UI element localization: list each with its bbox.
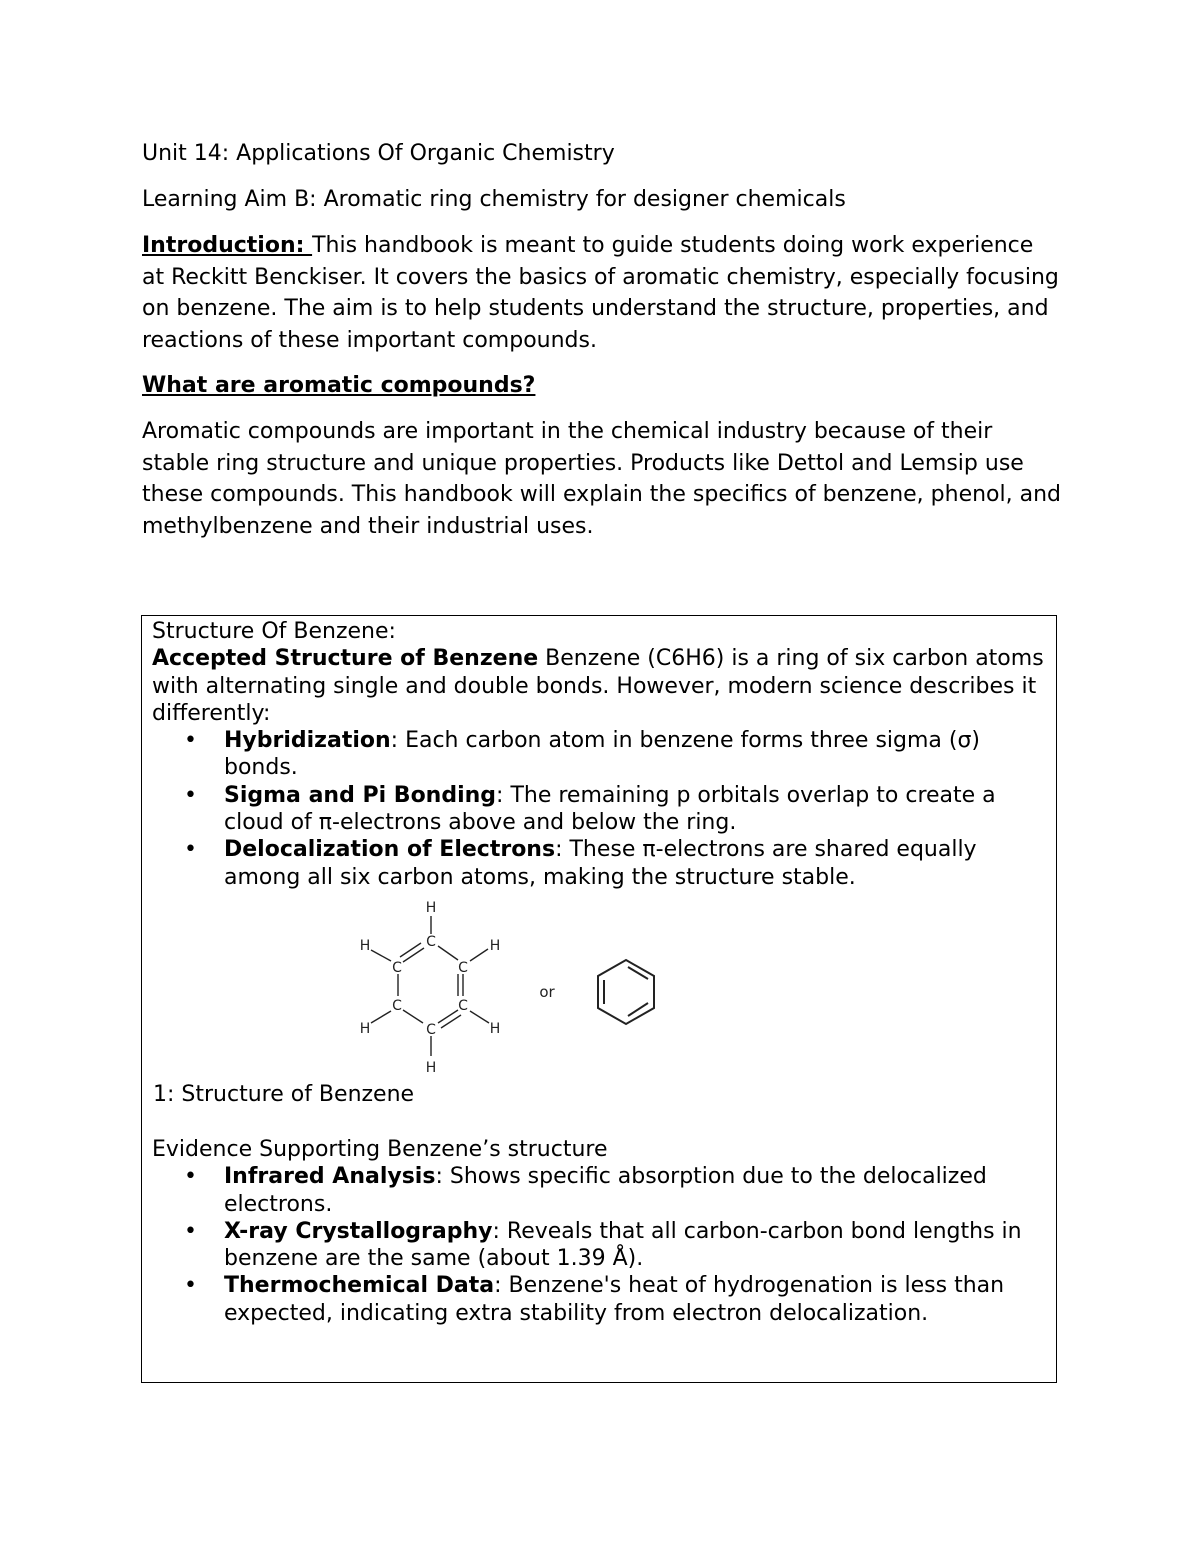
figure-caption: 1: Structure of Benzene bbox=[153, 1082, 415, 1107]
atom-label: C bbox=[426, 1022, 436, 1038]
list-item bbox=[152, 1163, 1044, 1218]
evidence-bullet-list bbox=[152, 1163, 1044, 1327]
bullet-label: Hybridization bbox=[224, 728, 391, 754]
accepted-structure-paragraph bbox=[152, 645, 1044, 727]
introduction-text: This handbook is meant to guide students doing work experience at Reckitt Benckiser. It covers the basics of aromatic chemistry, especially focusing on benzene. The aim is to help students understand the structure, properties, and reactions of these important compounds. bbox=[142, 233, 1059, 353]
evidence-section bbox=[152, 1136, 1044, 1327]
bullet-text: : The remaining p orbitals overlap to create a cloud of π-electrons above and below the ring. bbox=[224, 782, 996, 836]
bullet-text: : Benzene's heat of hydrogenation is less than expected, indicating extra stability from electron delocalization. bbox=[224, 1273, 1005, 1326]
atom-label: H bbox=[489, 938, 501, 954]
bullet-text: : Reveals that all carbon-carbon bond lengths in benzene are the same (about 1.39 Å). bbox=[224, 1218, 1022, 1272]
bullet-label: Thermochemical Data bbox=[224, 1273, 495, 1299]
list-item bbox=[152, 782, 1044, 837]
atom-label: H bbox=[359, 1021, 371, 1037]
structure-bullet-list bbox=[152, 727, 1044, 891]
list-item bbox=[152, 727, 1044, 782]
list-item bbox=[152, 1218, 1044, 1273]
bullet-text: : Each carbon atom in benzene forms three sigma (σ) bonds. bbox=[224, 728, 981, 781]
atom-label: H bbox=[359, 938, 371, 954]
introduction-paragraph bbox=[142, 230, 1062, 356]
bullet-label: X-ray Crystallography bbox=[224, 1218, 493, 1244]
atom-label: H bbox=[425, 1060, 437, 1076]
bullet-text: : Shows specific absorption due to the delocalized electrons. bbox=[224, 1164, 987, 1217]
bullet-label: Delocalization of Electrons bbox=[224, 837, 556, 863]
section-paragraph: Aromatic compounds are important in the chemical industry because of their stable ring structure and unique properties. Products like Dettol and Lemsip use these compounds. This handbook will explain the specifics of benzene, phenol, and methylbenzene and their industrial uses. bbox=[142, 419, 1062, 539]
introduction-label: Introduction: bbox=[142, 233, 313, 258]
atom-label: C bbox=[458, 998, 468, 1014]
bullet-label: Sigma and Pi Bonding bbox=[224, 782, 497, 808]
or-label: or bbox=[539, 983, 555, 1001]
atom-label: C bbox=[458, 960, 468, 976]
section-heading: What are aromatic compounds? bbox=[142, 373, 536, 398]
benzene-structure-figure bbox=[240, 890, 760, 1080]
learning-aim: Learning Aim B: Aromatic ring chemistry for designer chemicals bbox=[142, 187, 846, 212]
document-body bbox=[142, 138, 1062, 542]
atom-label: C bbox=[392, 998, 402, 1014]
list-item bbox=[152, 836, 1044, 891]
benzene-structure-content bbox=[152, 618, 1044, 891]
evidence-title: Evidence Supporting Benzene’s structure bbox=[152, 1137, 608, 1162]
bullet-label: Infrared Analysis bbox=[224, 1164, 436, 1190]
box-title: Structure Of Benzene: bbox=[152, 619, 396, 644]
atom-label: C bbox=[392, 960, 402, 976]
unit-title: Unit 14: Applications Of Organic Chemistry bbox=[142, 141, 615, 166]
atom-label: C bbox=[426, 934, 436, 950]
atom-label: H bbox=[425, 900, 437, 916]
bullet-text: : These π-electrons are shared equally among all six carbon atoms, making the structure stable. bbox=[224, 837, 977, 890]
list-item bbox=[152, 1272, 1044, 1327]
accepted-structure-label: Accepted Structure of Benzene bbox=[152, 646, 539, 672]
atom-label: H bbox=[489, 1021, 501, 1037]
accepted-structure-text: Benzene (C6H6) is a ring of six carbon atoms with alternating single and double bonds. However, modern science describes it differently: bbox=[152, 646, 1044, 726]
